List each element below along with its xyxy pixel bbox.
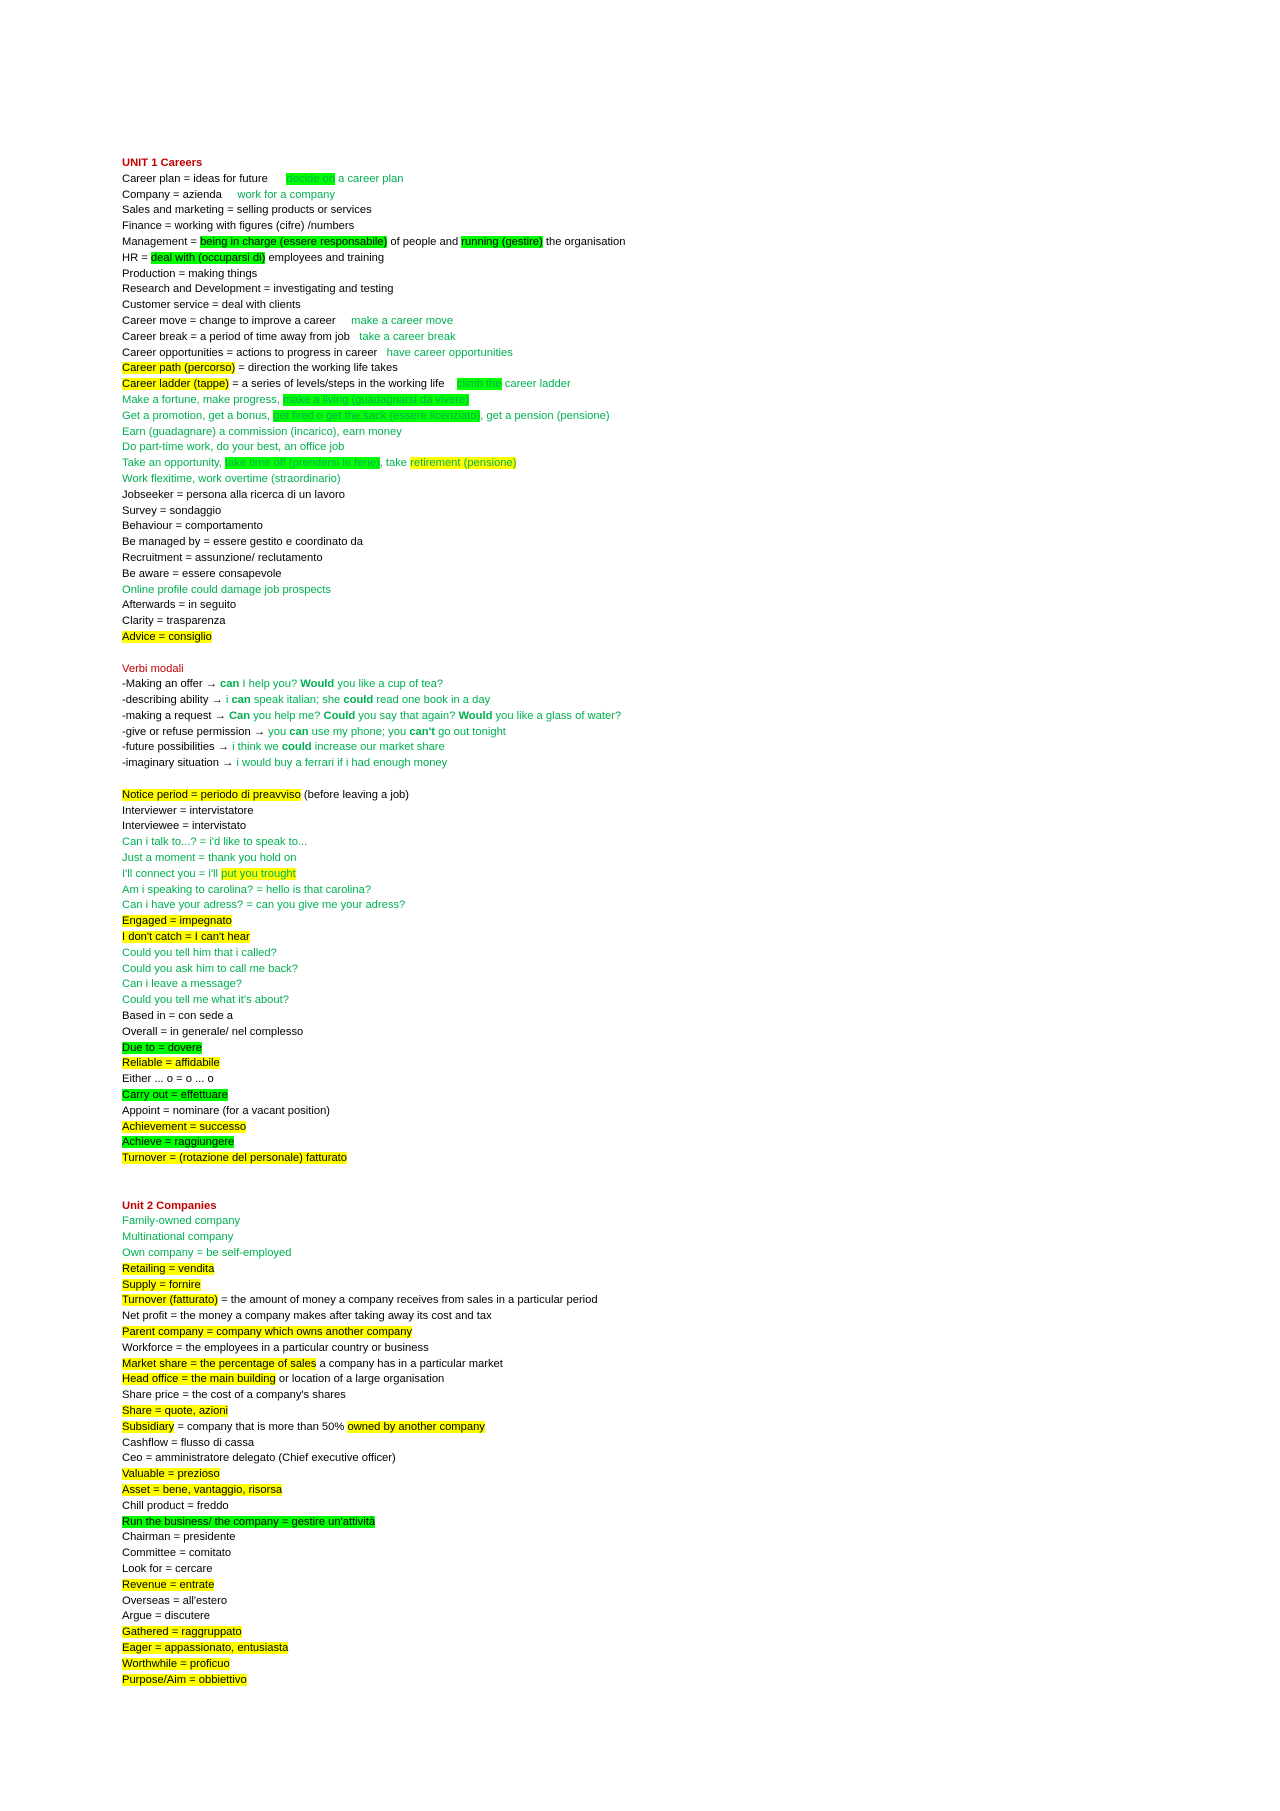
text-run: Verbi modali: [122, 662, 184, 675]
text-run: Afterwards = in seguito: [122, 599, 237, 612]
text-run: Can i talk to...? = i'd like to speak to...: [122, 836, 308, 849]
text-run: Just a moment = thank you hold on: [122, 852, 297, 865]
text-line: [122, 172, 1162, 188]
text-run: Be managed by = essere gestito e coordinato da: [122, 536, 364, 549]
text-line: [122, 267, 1162, 283]
text-line: [122, 725, 1162, 741]
text-run: -imaginary situation →: [122, 757, 237, 770]
text-line: [122, 883, 1162, 899]
text-run: Committee = comitato: [122, 1547, 232, 1560]
text-line: [122, 1278, 1162, 1294]
text-run: Own company = be self-employed: [122, 1246, 292, 1259]
text-run: you say that again?: [355, 709, 459, 722]
text-run: you like a cup of tea?: [334, 678, 444, 691]
text-line: [122, 867, 1162, 883]
text-run: (before leaving a job): [300, 788, 410, 801]
text-run: Clarity = trasparenza: [122, 615, 226, 628]
text-run: Share = quote, azioni: [122, 1404, 229, 1417]
text-line: [122, 472, 1162, 488]
text-run: i think we: [232, 741, 282, 754]
text-line: [122, 1609, 1162, 1625]
text-line: [122, 1594, 1162, 1610]
text-line: [122, 1025, 1162, 1041]
section-heading: [122, 156, 1162, 172]
text-line: [122, 693, 1162, 709]
text-line: [122, 1151, 1162, 1167]
text-run: Career plan = ideas for future: [122, 172, 287, 185]
text-run: Purpose/Aim = obbiettivo: [122, 1673, 247, 1686]
text-line: [122, 1578, 1162, 1594]
text-run: have career opportunities: [386, 346, 513, 359]
text-run: Sales and marketing = selling products or services: [122, 204, 372, 217]
blank-line: [122, 1183, 1162, 1199]
text-line: [122, 425, 1162, 441]
text-run: you like a glass of water?: [492, 709, 622, 722]
blank-line: [122, 646, 1162, 662]
text-line: [122, 1625, 1162, 1641]
text-run: Am i speaking to carolina? = hello is that carolina?: [122, 883, 372, 896]
text-run: Chairman = presidente: [122, 1531, 236, 1544]
text-line: [122, 504, 1162, 520]
text-line: [122, 1135, 1162, 1151]
text-run: UNIT 1 Careers: [122, 157, 203, 169]
text-run: Take an opportunity,: [122, 457, 226, 470]
text-line: [122, 1673, 1162, 1689]
text-line: [122, 1451, 1162, 1467]
text-line: [122, 314, 1162, 330]
text-run: career ladder: [501, 378, 571, 391]
text-run: i would buy a ferrari if i had enough money: [236, 757, 448, 770]
text-run: read one book in a day: [373, 694, 491, 707]
text-run: Online profile could damage job prospects: [122, 583, 331, 596]
text-run: Customer service = deal with clients: [122, 299, 301, 312]
text-run: can: [231, 694, 251, 707]
text-run: Can: [228, 709, 251, 722]
text-run: Interviewee = intervistato: [122, 820, 247, 833]
text-run: Share price = the cost of a company's shares: [122, 1389, 346, 1402]
text-line: [122, 1341, 1162, 1357]
text-run: -give or refuse permission →: [122, 725, 269, 738]
text-run: employees and training: [265, 251, 385, 264]
text-run: Career ladder (tappe): [122, 378, 229, 391]
text-run: can: [220, 678, 240, 691]
text-run: speak italian; she: [250, 694, 344, 707]
text-run: Overseas = all'estero: [122, 1594, 228, 1607]
text-run: Net profit = the money a company makes after taking away its cost and tax: [122, 1310, 492, 1323]
text-run: Workforce = the employees in a particular country or business: [122, 1341, 429, 1354]
document-page: [122, 156, 1162, 1688]
text-line: [122, 282, 1162, 298]
text-run: use my phone; you: [308, 725, 410, 738]
text-run: Management =: [122, 235, 201, 248]
text-line: [122, 1104, 1162, 1120]
text-run: make a career move: [351, 314, 454, 327]
text-line: [122, 1041, 1162, 1057]
text-run: Research and Development = investigating and testing: [122, 283, 394, 296]
text-run: Would: [300, 678, 335, 691]
text-line: [122, 977, 1162, 993]
blank-line: [122, 1167, 1162, 1183]
text-run: you help me?: [250, 709, 324, 722]
text-run: Earn (guadagnare) a commission (incarico), earn money: [122, 425, 402, 438]
text-run: Turnover = (rotazione del personale) fatturato: [122, 1152, 348, 1165]
text-run: get fired o get the sack (essere licenziato): [273, 409, 481, 422]
text-run: Career move = change to improve a career: [122, 314, 352, 327]
text-run: Company = azienda: [122, 188, 238, 201]
text-run: Do part-time work, do your best, an office job: [122, 441, 345, 454]
text-run: Ceo = amministratore delegato (Chief executive officer): [122, 1452, 396, 1465]
text-line: [122, 946, 1162, 962]
text-run: a career plan: [335, 172, 404, 185]
text-line: [122, 440, 1162, 456]
text-run: Multinational company: [122, 1231, 234, 1244]
text-run: Look for = cercare: [122, 1562, 213, 1575]
text-run: Based in = con sede a: [122, 1010, 234, 1023]
section-heading: [122, 662, 1162, 678]
text-run: can't: [409, 725, 435, 738]
text-line: [122, 677, 1162, 693]
text-run: Turnover (fatturato): [122, 1294, 218, 1307]
text-run: Could you tell him that i called?: [122, 946, 277, 959]
text-line: [122, 709, 1162, 725]
text-run: I'll connect you = i'll: [122, 867, 222, 880]
text-line: [122, 1562, 1162, 1578]
text-run: Retailing = vendita: [122, 1262, 215, 1275]
text-line: [122, 993, 1162, 1009]
text-run: Either ... o = o ... o: [122, 1073, 214, 1086]
text-run: decide on: [286, 172, 336, 185]
text-line: [122, 1483, 1162, 1499]
text-line: [122, 393, 1162, 409]
text-line: [122, 251, 1162, 267]
text-run: or location of a large organisation: [275, 1373, 445, 1386]
text-line: [122, 535, 1162, 551]
text-run: Argue = discutere: [122, 1610, 210, 1623]
text-run: i: [225, 694, 232, 707]
text-line: [122, 409, 1162, 425]
text-run: climb the: [456, 378, 502, 391]
text-line: [122, 235, 1162, 251]
text-run: I don't catch = I can't hear: [122, 931, 250, 944]
text-run: Run the business/ the company = gestire un'attività: [122, 1515, 376, 1528]
section-heading: [122, 1199, 1162, 1215]
text-run: = the amount of money a company receives from sales in a particular period: [217, 1294, 598, 1307]
text-run: Parent company = company which owns another company: [122, 1325, 413, 1338]
text-line: [122, 330, 1162, 346]
text-run: = a series of levels/steps in the working life: [228, 378, 457, 391]
text-line: [122, 1214, 1162, 1230]
text-run: Could you ask him to call me back?: [122, 962, 298, 975]
text-run: Survey = sondaggio: [122, 504, 222, 517]
text-run: Achievement = successo: [122, 1120, 247, 1133]
text-line: [122, 1420, 1162, 1436]
text-line: [122, 298, 1162, 314]
text-line: [122, 1325, 1162, 1341]
text-run: Career break = a period of time away from job: [122, 330, 360, 343]
text-run: put you trought: [221, 867, 296, 880]
text-line: [122, 1467, 1162, 1483]
text-line: [122, 851, 1162, 867]
text-line: [122, 219, 1162, 235]
text-line: [122, 1009, 1162, 1025]
text-run: Subsidiary: [122, 1420, 175, 1433]
text-run: , get a pension (pensione): [480, 409, 610, 422]
text-run: Unit 2 Companies: [122, 1199, 217, 1212]
text-line: [122, 346, 1162, 362]
text-line: [122, 1309, 1162, 1325]
text-run: Interviewer = intervistatore: [122, 804, 254, 817]
text-run: Production = making things: [122, 267, 258, 280]
text-line: [122, 1246, 1162, 1262]
text-run: Cashflow = flusso di cassa: [122, 1436, 255, 1449]
text-run: Supply = fornire: [122, 1278, 201, 1291]
text-line: [122, 804, 1162, 820]
text-run: Can i leave a message?: [122, 978, 243, 991]
text-line: [122, 361, 1162, 377]
text-line: [122, 1641, 1162, 1657]
text-run: of people and: [387, 235, 462, 248]
text-line: [122, 456, 1162, 472]
text-run: Be aware = essere consapevole: [122, 567, 282, 580]
text-line: [122, 835, 1162, 851]
text-run: Recruitment = assunzione/ reclutamento: [122, 551, 323, 564]
text-run: take a career break: [359, 330, 456, 343]
text-line: [122, 914, 1162, 930]
text-line: [122, 519, 1162, 535]
text-run: Finance = working with figures (cifre) /numbers: [122, 220, 355, 233]
text-run: Make a fortune, make progress,: [122, 393, 284, 406]
text-run: can: [289, 725, 309, 738]
text-run: could: [281, 741, 312, 754]
text-run: Career opportunities = actions to progress in career: [122, 346, 387, 359]
text-line: [122, 1120, 1162, 1136]
text-line: [122, 740, 1162, 756]
text-run: running (gestire): [461, 235, 543, 248]
text-run: Family-owned company: [122, 1215, 241, 1228]
text-line: [122, 1072, 1162, 1088]
text-run: Could: [323, 709, 356, 722]
text-run: Jobseeker = persona alla ricerca di un lavoro: [122, 488, 345, 501]
blank-line: [122, 772, 1162, 788]
text-line: [122, 1546, 1162, 1562]
text-run: , take: [379, 457, 411, 470]
text-line: [122, 377, 1162, 393]
text-line: [122, 567, 1162, 583]
text-run: Notice period = periodo di preavviso: [122, 788, 301, 801]
text-line: [122, 598, 1162, 614]
text-run: Due to = dovere: [122, 1041, 202, 1054]
text-run: Would: [458, 709, 493, 722]
text-run: Carry out = effettuare: [122, 1089, 228, 1102]
text-run: deal with (occuparsi di): [150, 251, 266, 264]
text-run: Could you tell me what it's about?: [122, 994, 289, 1007]
text-line: [122, 1230, 1162, 1246]
text-line: [122, 1262, 1162, 1278]
text-run: you: [268, 725, 290, 738]
text-run: Chill product = freddo: [122, 1499, 229, 1512]
text-run: Revenue = entrate: [122, 1578, 215, 1591]
text-run: Reliable = affidabile: [122, 1057, 220, 1070]
text-run: Gathered = raggruppato: [122, 1626, 242, 1639]
text-run: the organisation: [542, 235, 626, 248]
text-line: [122, 203, 1162, 219]
text-run: Valuable = prezioso: [122, 1468, 220, 1481]
text-line: [122, 1530, 1162, 1546]
text-run: -Making an offer →: [122, 678, 221, 691]
text-run: go out tonight: [434, 725, 506, 738]
text-run: owned by another company: [347, 1420, 485, 1433]
text-run: Work flexitime, work overtime (straordinario): [122, 472, 341, 485]
text-line: [122, 962, 1162, 978]
text-line: [122, 1088, 1162, 1104]
text-run: Achieve = raggiungere: [122, 1136, 235, 1149]
text-run: take time off (prendersi le ferie): [225, 457, 380, 470]
text-line: [122, 1657, 1162, 1673]
text-line: [122, 1056, 1162, 1072]
text-line: [122, 819, 1162, 835]
text-line: [122, 583, 1162, 599]
text-line: [122, 1372, 1162, 1388]
text-run: Eager = appassionato, entusiasta: [122, 1641, 289, 1654]
text-line: [122, 1404, 1162, 1420]
text-run: Engaged = impegnato: [122, 915, 232, 928]
text-line: [122, 930, 1162, 946]
text-run: Overall = in generale/ nel complesso: [122, 1025, 304, 1038]
text-run: a company has in a particular market: [316, 1357, 503, 1370]
text-line: [122, 1515, 1162, 1531]
text-run: work for a company: [237, 188, 335, 201]
text-run: -describing ability →: [122, 694, 226, 707]
text-run: HR =: [122, 251, 151, 264]
text-run: Advice = consiglio: [122, 630, 212, 643]
text-line: [122, 188, 1162, 204]
text-line: [122, 1357, 1162, 1373]
text-run: = company that is more than 50%: [174, 1420, 348, 1433]
text-run: Can i have your adress? = can you give me your adress?: [122, 899, 406, 912]
text-line: [122, 614, 1162, 630]
text-run: being in charge (essere responsabile): [200, 235, 388, 248]
text-run: -making a request →: [122, 709, 229, 722]
text-run: Career path (percorso): [122, 362, 236, 375]
text-run: increase our market share: [311, 741, 445, 754]
text-run: Appoint = nominare (for a vacant position): [122, 1104, 331, 1117]
text-line: [122, 898, 1162, 914]
text-run: = direction the working life takes: [235, 362, 398, 375]
text-run: Head office = the main building: [122, 1373, 276, 1386]
text-line: [122, 1499, 1162, 1515]
text-run: Behaviour = comportamento: [122, 520, 263, 533]
text-run: Worthwhile = proficuo: [122, 1657, 230, 1670]
text-line: [122, 1293, 1162, 1309]
text-line: [122, 756, 1162, 772]
text-line: [122, 630, 1162, 646]
text-run: Market share = the percentage of sales: [122, 1357, 317, 1370]
text-run: make a living (guadagnarsi da vivere): [283, 393, 469, 406]
text-line: [122, 488, 1162, 504]
text-run: -future possibilities →: [122, 741, 233, 754]
text-run: could: [343, 694, 374, 707]
text-run: I help you?: [239, 678, 301, 691]
text-line: [122, 1388, 1162, 1404]
text-run: Get a promotion, get a bonus,: [122, 409, 274, 422]
text-line: [122, 551, 1162, 567]
text-run: retirement (pensione): [410, 457, 517, 470]
text-line: [122, 1436, 1162, 1452]
text-line: [122, 788, 1162, 804]
text-run: Asset = bene, vantaggio, risorsa: [122, 1483, 283, 1496]
